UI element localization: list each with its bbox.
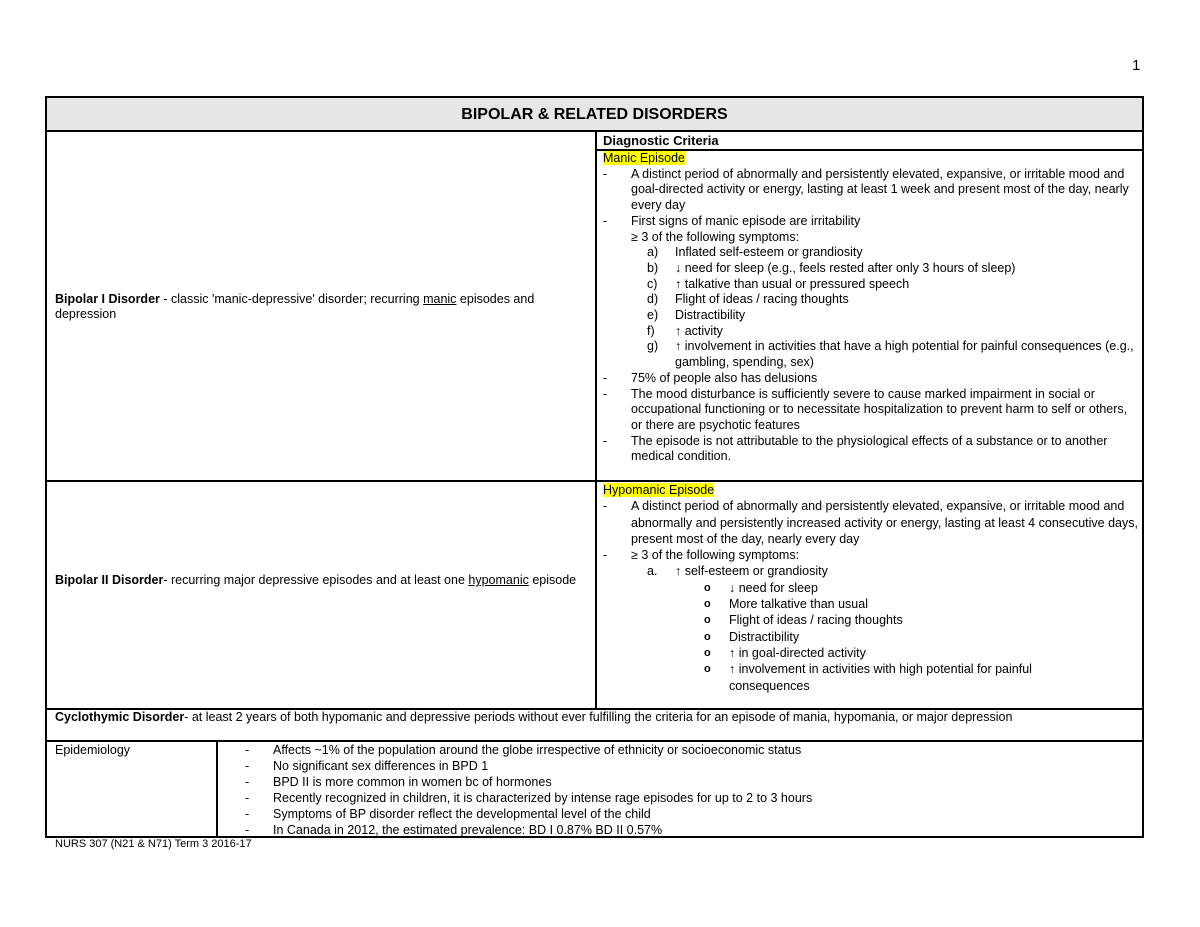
bipolar-table xyxy=(45,96,1144,838)
epidemiology-list xyxy=(245,743,1135,838)
bipolar-1-desc: - classic 'manic-depressive' disorder; recurring xyxy=(159,292,424,306)
cyclothymic-row xyxy=(55,710,1012,724)
symptom-bullet: o ↑ in goal-directed activity xyxy=(704,645,866,660)
bipolar-2-cell xyxy=(55,573,585,588)
bipolar-2-desc-end: episode xyxy=(528,573,577,587)
symptom-bullet: o Flight of ideas / racing thoughts xyxy=(704,613,903,628)
symptom-bullet: o More talkative than usual xyxy=(704,597,868,612)
list-item: - Recently recognized in children, it is characterized by intense rage episodes for up to 2 to 3 hours xyxy=(245,790,813,805)
manic-episode-heading: Manic Episode xyxy=(603,151,685,165)
symptom-item: f) ↑ activity xyxy=(647,323,723,338)
cyclothymic-name: Cyclothymic Disorder xyxy=(55,710,185,724)
epidemiology-divider xyxy=(216,742,218,838)
list-item: - ≥ 3 of the following symptoms: xyxy=(603,548,800,563)
list-item: - In Canada in 2012, the estimated prevalence: BD I 0.87% BD II 0.57% xyxy=(245,822,663,837)
list-item: - A distinct period of abnormally and persistently elevated, expansive, or irritable mood and goal-directed activity or energy, lasting at least 1 week and present most of the day, nearly every day xyxy=(603,166,1129,213)
page-number: 1 xyxy=(1132,57,1141,74)
list-item: - The episode is not attributable to the physiological effects of a substance or to another medical condition. xyxy=(603,433,1108,464)
list-item: - Affects ~1% of the population around the globe irrespective of ethnicity or socioeconomic status xyxy=(245,743,802,757)
symptom-item: e) Distractibility xyxy=(647,308,746,323)
cyclothymic-desc: - at least 2 years of both hypomanic and depressive periods without ever fulfilling the criteria for an episode of mania, hypomania, or major depression xyxy=(184,710,1013,724)
symptom-item: d) Flight of ideas / racing thoughts xyxy=(647,292,849,307)
bipolar-1-cell xyxy=(55,292,585,322)
page-footer: NURS 307 (N21 & N71) Term 3 2016-17 xyxy=(55,838,252,850)
epidemiology-label: Epidemiology xyxy=(55,743,131,757)
bipolar-2-desc: - recurring major depressive episodes and at least one xyxy=(163,573,469,587)
symptom-item: g) ↑ involvement in activities that have a high potential for painful consequences (e.g., gambling, spending, sex) xyxy=(647,339,1134,370)
symptom-bullet: o ↑ involvement in activities with high potential for painful consequences xyxy=(704,662,1032,693)
bipolar-1-name: Bipolar I Disorder xyxy=(55,292,160,306)
list-item: - BPD II is more common in women bc of hormones xyxy=(245,774,552,789)
list-item: - The mood disturbance is sufficiently severe to cause marked impairment in social or occupational functioning or to necessitate hospitalization to prevent harm to self or others, or there are psychotic features xyxy=(603,386,1128,432)
manic-episode-cell xyxy=(603,151,1138,465)
list-item: ≥ 3 of the following symptoms: xyxy=(631,229,800,244)
symptom-item: c) ↑ talkative than usual or pressured speech xyxy=(647,276,910,291)
symptom-bullet: o Distractibility xyxy=(704,629,800,644)
list-item: - 75% of people also has delusions xyxy=(603,370,818,385)
symptom-bullet: o ↓ need for sleep xyxy=(704,580,818,595)
column-divider xyxy=(595,130,597,708)
symptom-item: b) ↓ need for sleep (e.g., feels rested after only 3 hours of sleep) xyxy=(647,260,1016,275)
bipolar-2-name: Bipolar II Disorder xyxy=(55,573,164,587)
table-title: BIPOLAR & RELATED DISORDERS xyxy=(47,98,1142,132)
bipolar-1-underlined: manic xyxy=(423,292,457,306)
bipolar-1-desc-end: episodes and depression xyxy=(55,292,535,321)
hypomanic-episode-cell xyxy=(603,482,1138,694)
list-item: - First signs of manic episode are irritability xyxy=(603,213,861,228)
list-item: - No significant sex differences in BPD 1 xyxy=(245,758,489,773)
hypomanic-episode-heading: Hypomanic Episode xyxy=(603,483,715,497)
list-item: - Symptoms of BP disorder reflect the developmental level of the child xyxy=(245,806,651,821)
row-divider-epidemiology xyxy=(47,740,1144,742)
symptom-item: a) Inflated self-esteem or grandiosity xyxy=(647,245,863,260)
bipolar-2-underlined: hypomanic xyxy=(468,573,529,587)
list-item: - A distinct period of abnormally and persistently elevated, expansive, or irritable mood and abnormally and persistently increased activity or energy, lasting at least 4 consecutive days, present most of the day, nearly every day xyxy=(603,499,1138,546)
symptom-item: a. ↑ self-esteem or grandiosity xyxy=(647,564,828,579)
diagnostic-criteria-header: Diagnostic Criteria xyxy=(603,133,719,148)
